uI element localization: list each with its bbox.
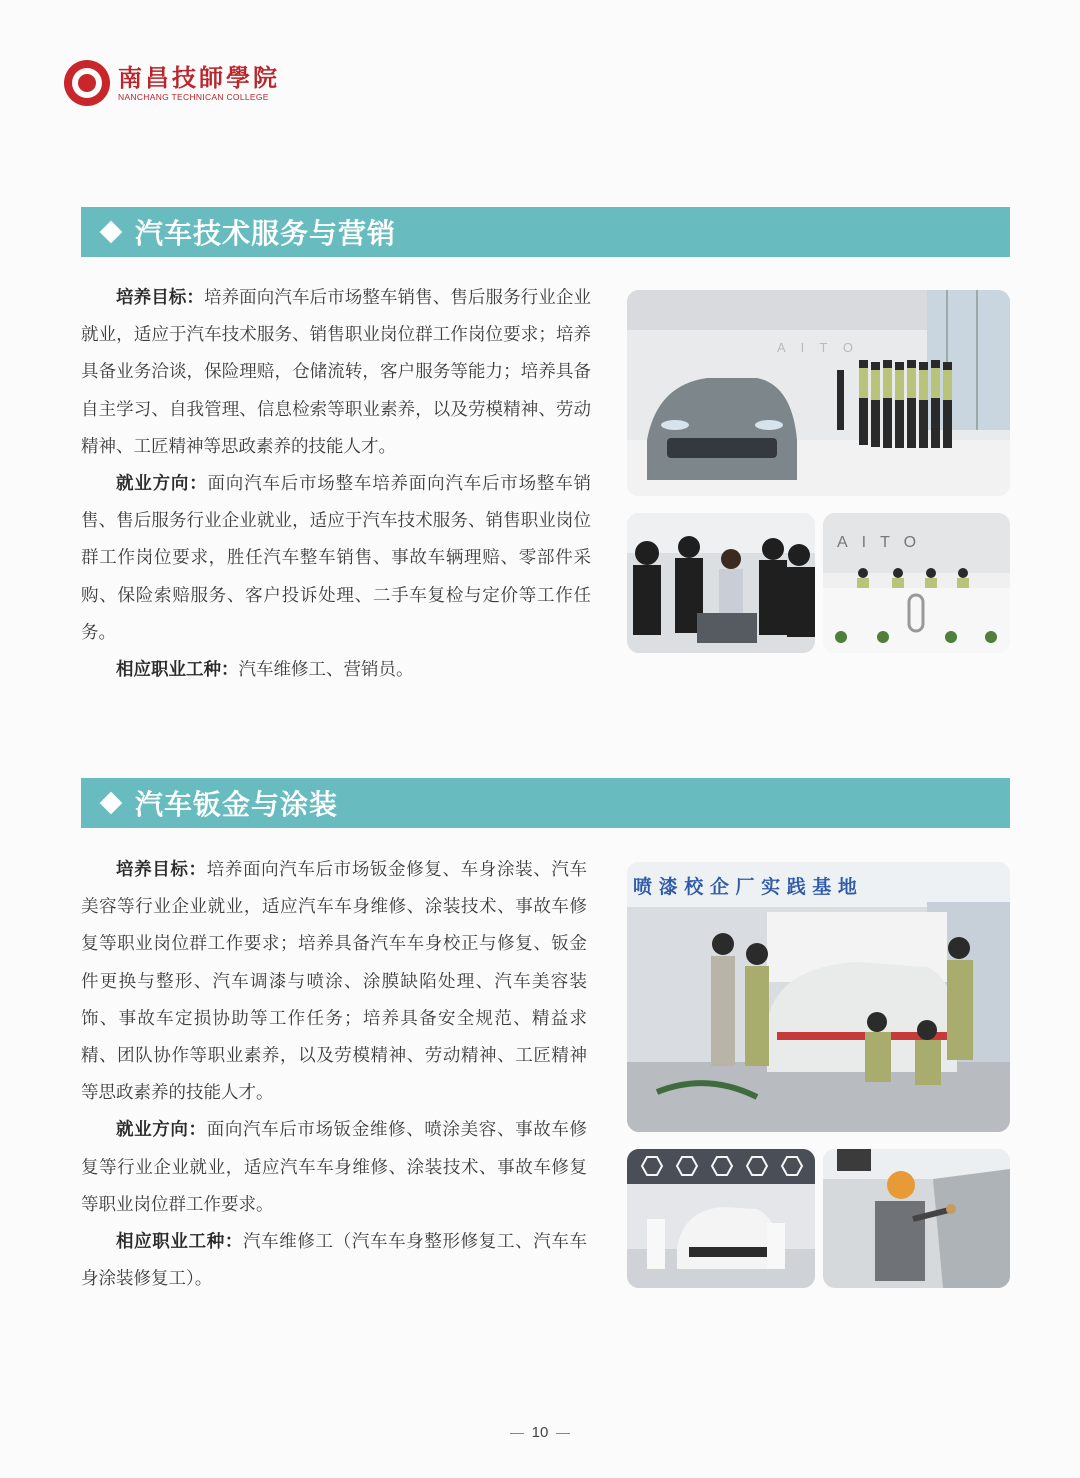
goal-label: 培养目标：: [116, 860, 207, 880]
section-banner-body-paint: [81, 778, 1010, 828]
employment-direction-paragraph: [81, 466, 591, 652]
section-title: 汽车技术服务与营销: [135, 217, 397, 250]
goal-text: 培养面向汽车后市场整车销售、售后服务行业企业就业，适应于汽车技术服务、销售职业岗位群工作岗位要求；培养具备业务洽谈，保险理赔，仓储流转，客户服务等能力；培养具备自主学习、自我管理、信息检索等职业素养，以及劳模精神、劳动精神、工匠精神等思政素养的技能人才。: [81, 288, 592, 457]
photo-aito-reception: [823, 513, 1010, 653]
direction-label: 就业方向：: [116, 474, 208, 495]
photo-panel-repair: [823, 1149, 1010, 1288]
photo-engine-lesson: [627, 513, 815, 653]
job-text: 汽车维修工、营销员。: [238, 660, 414, 681]
diamond-bullet-icon: [100, 792, 123, 815]
college-logo: [64, 60, 280, 106]
job-label: 相应职业工种：: [116, 660, 239, 681]
job-type-paragraph: [81, 1224, 587, 1298]
job-label: 相应职业工种：: [116, 1232, 243, 1253]
page-number-text: 10: [531, 1424, 549, 1441]
photo-paint-booth-car: [627, 1149, 815, 1288]
goal-label: 培养目标：: [116, 288, 204, 308]
college-name-cn: 南昌技師學院: [118, 63, 280, 92]
direction-text: 面向汽车后市场钣金维修、喷涂美容、事故车修复等行业企业就业，适应汽车车身维修、涂装技术、事故车修复等职业岗位群工作要求。: [81, 1120, 588, 1215]
section-text-auto-service: [81, 280, 591, 689]
section-title: 汽车钣金与涂装: [135, 788, 339, 821]
workshop-sign-text: 喷 漆 校 企 厂 实 践 基 地: [633, 876, 857, 898]
page-number: [0, 1424, 1080, 1441]
section-text-body-paint: [81, 852, 587, 1298]
goal-text: 培养面向汽车后市场钣金修复、车身涂装、汽车美容等行业企业就业，适应汽车车身维修、涂装技术、事故车修复等职业岗位群工作要求；培养具备汽车车身校正与修复、钣金件更换与整形、汽车调漆与喷涂、涂膜缺陷处理、汽车美容装饰、事故车定损协助等工作任务；培养具备安全规范、精益求精、团队协作等职业素养，以及劳模精神、劳动精神、工匠精神等思政素养的技能人才。: [81, 860, 588, 1104]
training-goal-paragraph: [81, 280, 591, 466]
direction-text: 面向汽车后市场整车培养面向汽车后市场整车销售、售后服务行业企业就业，适应于汽车技术服务、销售职业岗位群工作岗位要求，胜任汽车整车销售、事故车辆理赔、零部件采购、保险索赔服务、客户投诉处理、二手车复检与定价等工作任务。: [81, 474, 591, 643]
photo-paint-workshop: [627, 862, 1010, 1132]
college-seal-icon: [64, 60, 110, 106]
direction-label: 就业方向：: [116, 1120, 207, 1141]
employment-direction-paragraph: [81, 1112, 587, 1224]
job-type-paragraph: [81, 652, 591, 689]
showroom-sign-text: A I T O: [777, 340, 859, 355]
svg-text:AITO: AITO: [837, 534, 931, 551]
section-banner-auto-service: [81, 207, 1010, 257]
photo-showroom-students: [627, 290, 1010, 496]
college-name-en: NANCHANG TECHNICAN COLLEGE: [118, 92, 269, 102]
diamond-bullet-icon: [100, 221, 123, 244]
job-text: 汽车维修工（汽车车身整形修复工、汽车车身涂装修复工）。: [81, 1232, 588, 1290]
training-goal-paragraph: [81, 852, 587, 1112]
